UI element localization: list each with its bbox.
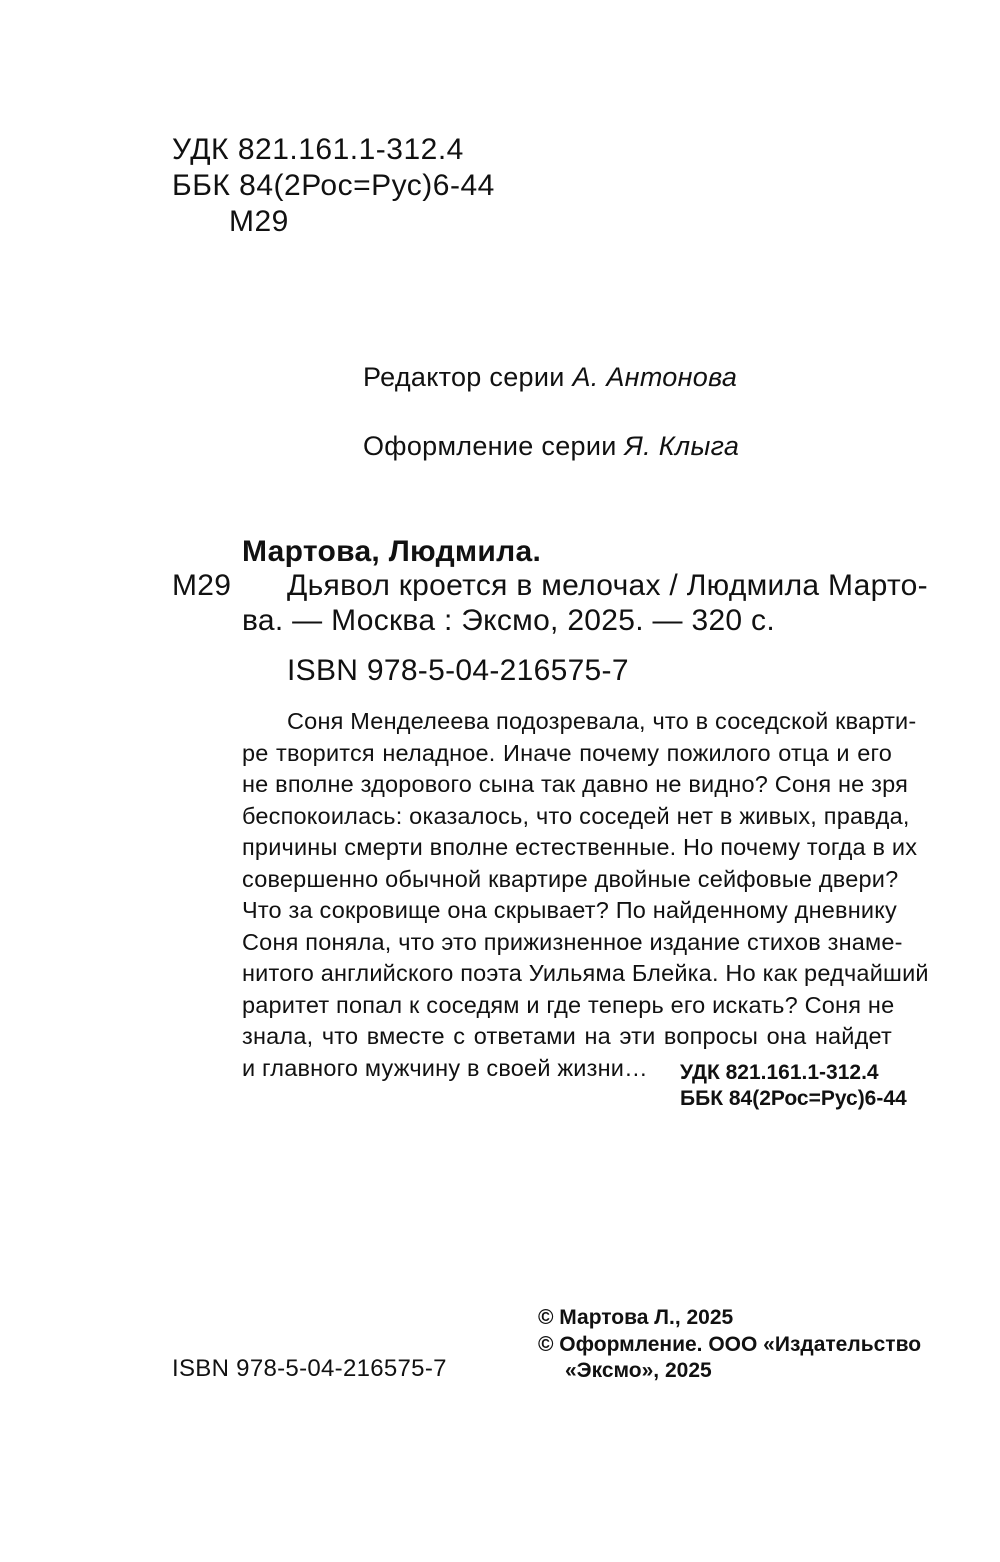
udk-code-bottom: УДК 821.161.1-312.4 xyxy=(680,1061,879,1084)
annotation-line: совершенно обычной квартире двойные сейфовые двери? xyxy=(242,865,899,892)
annotation-line: и главного мужчину в своей жизни… xyxy=(242,1054,648,1081)
annotation-line: Что за сокровище она скрывает? По найденному дневнику xyxy=(242,897,897,923)
annotation-line: Соня поняла, что это прижизненное издание стихов знаме- xyxy=(242,928,903,955)
annotation-line: раритет попал к соседям и где теперь его искать? Соня не xyxy=(242,991,895,1018)
annotation-line: Соня Менделеева подозревала, что в соседской кварти- xyxy=(287,708,917,734)
annotation-line: причины смерти вполне естественные. Но почему тогда в их xyxy=(242,834,918,860)
isbn-entry: ISBN 978-5-04-216575-7 xyxy=(287,654,629,687)
copyright-design: © Оформление. ООО «Издательство xyxy=(538,1333,922,1356)
series-design-name: Я. Клыга xyxy=(624,431,740,461)
title-line-1: Дьявол кроется в мелочах / Людмила Марто- xyxy=(287,569,928,602)
bbk-code-bottom: ББК 84(2Рос=Рус)6-44 xyxy=(680,1087,907,1110)
annotation-line: знала, что вместе с ответами на эти вопросы она найдет xyxy=(242,1023,892,1049)
series-design-label: Оформление серии xyxy=(363,431,617,461)
series-design-credit xyxy=(363,431,739,461)
annotation-line: не вполне здорового сына так давно не видно? Соня не зря xyxy=(242,771,909,797)
series-editor-credit xyxy=(363,362,737,392)
annotation-line: беспокоилась: оказалось, что соседей нет в живых, правда, xyxy=(242,802,910,829)
udk-code: УДК 821.161.1-312.4 xyxy=(172,133,464,166)
bbk-code: ББК 84(2Рос=Рус)6-44 xyxy=(172,169,495,202)
isbn-bottom: ISBN 978-5-04-216575-7 xyxy=(172,1355,447,1382)
copyright-publisher: «Эксмо», 2025 xyxy=(565,1359,712,1382)
author-mark-top: М29 xyxy=(229,205,289,238)
copyright-author: © Мартова Л., 2025 xyxy=(538,1306,734,1329)
author-heading: Мартова, Людмила. xyxy=(242,535,542,568)
series-editor-label: Редактор серии xyxy=(363,362,565,392)
annotation xyxy=(242,706,929,1084)
author-mark-entry: М29 xyxy=(172,569,232,602)
series-editor-name: А. Антонова xyxy=(572,362,738,392)
annotation-line: ре творится неладное. Иначе почему пожилого отца и его xyxy=(242,739,892,766)
annotation-line: нитого английского поэта Уильяма Блейка. Но как редчайший xyxy=(242,960,929,986)
title-line-2: ва. — Москва : Эксмо, 2025. — 320 с. xyxy=(242,604,775,637)
